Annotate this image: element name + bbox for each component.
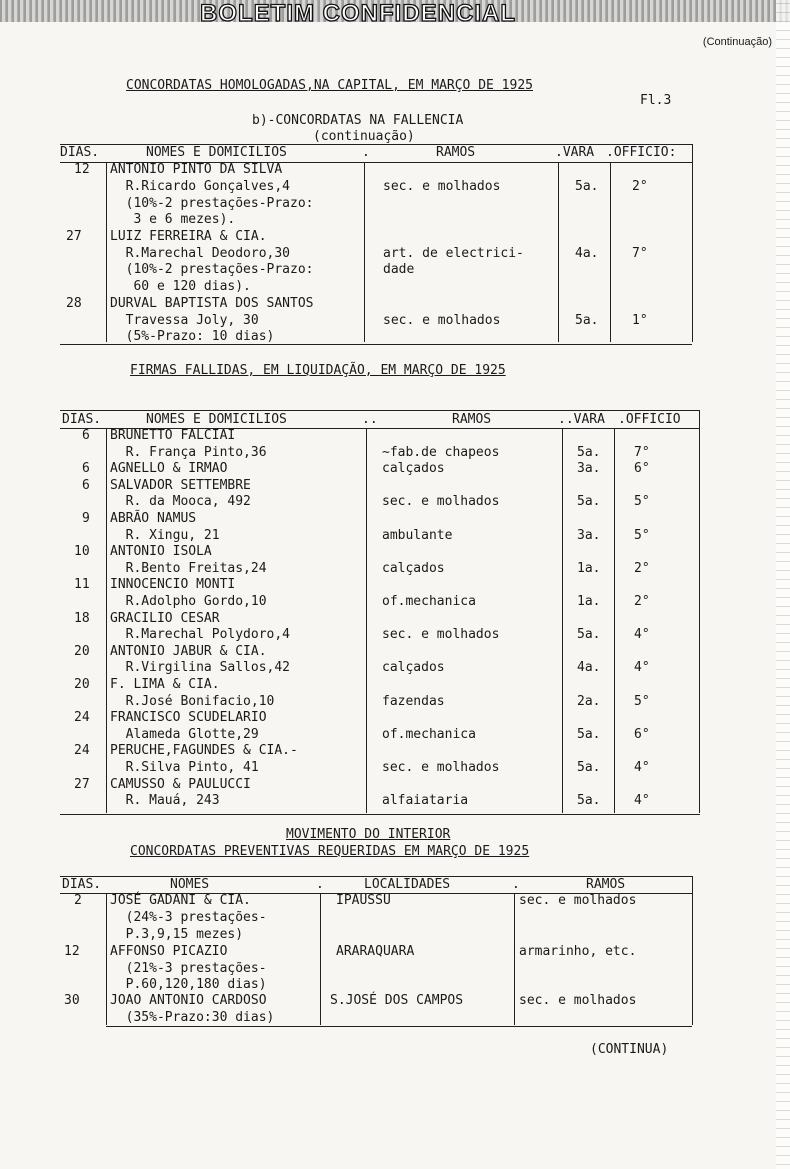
s1-row2-line3: (10%-2 prestações-Prazo: bbox=[110, 262, 314, 277]
s2-top-rule bbox=[60, 410, 700, 411]
s2-col-dias: DIAS. bbox=[62, 412, 102, 427]
s3-row2-line2: (21%-3 prestações- bbox=[110, 961, 267, 976]
s2-row5-line2: R.Bento Freitas,24 bbox=[110, 560, 267, 576]
section1-title: CONCORDATAS HOMOLOGADAS,NA CAPITAL, EM MARÇO DE 1925 bbox=[126, 78, 533, 93]
s1-row1-ramo: sec. e molhados bbox=[383, 179, 501, 194]
s1-row2-line2: R.Marechal Deodoro,30 bbox=[110, 246, 291, 261]
s1-col-sep: . bbox=[362, 145, 370, 160]
s2-row12-ramo: alfaiataria bbox=[382, 793, 469, 809]
s3-bottom-rule bbox=[106, 1026, 692, 1027]
s1-row3-vara: 5a. bbox=[575, 313, 599, 328]
s2-col-vara: ..VARA bbox=[558, 412, 605, 427]
s2-row1-dia: 6 bbox=[82, 428, 90, 443]
s2-row8-oficio: 4° bbox=[634, 660, 650, 676]
section3-title1: MOVIMENTO DO INTERIOR bbox=[286, 827, 451, 842]
s2-row3-dia: 6 bbox=[82, 477, 90, 493]
s3-col-dias: DIAS. bbox=[62, 877, 102, 892]
s2-row12-line2: R. Mauá, 243 bbox=[110, 793, 220, 809]
s2-row8-line2: R.Virgilina Sallos,42 bbox=[110, 660, 291, 676]
s1-vline-4 bbox=[610, 162, 611, 342]
s1-row1-line3: (10%-2 prestações-Prazo: bbox=[110, 196, 314, 211]
s3-row2-line1: AFFONSO PICAZIO bbox=[110, 944, 228, 959]
s2-row6-line2: R.Adolpho Gordo,10 bbox=[110, 594, 267, 609]
s2-row9-ramo: fazendas bbox=[382, 693, 445, 709]
s3-row2-ramo: armarinho, etc. bbox=[519, 944, 637, 959]
s3-vline-1 bbox=[106, 893, 107, 1025]
s1-bottom-rule bbox=[60, 344, 692, 345]
s2-row1-oficio: 7° bbox=[634, 444, 650, 460]
s3-row2-dia: 12 bbox=[64, 944, 80, 959]
s2-row2-oficio: 6° bbox=[634, 461, 650, 477]
s2-row5-ramo: calçados bbox=[382, 560, 445, 576]
s3-row1-line2: (24%-3 prestações- bbox=[110, 910, 267, 925]
continua-note: (CONTINUA) bbox=[590, 1042, 669, 1057]
section1-subtitle-cont: (continuação) bbox=[313, 129, 415, 144]
s2-row11-vara: 5a. bbox=[577, 760, 601, 775]
right-scan-edge bbox=[776, 0, 790, 1169]
s1-vline-2 bbox=[364, 162, 365, 342]
s3-row1-ramo: sec. e molhados bbox=[519, 893, 637, 908]
s1-row3-ramo: sec. e molhados bbox=[383, 313, 501, 328]
s2-row6-line1: INNOCENCIO MONTI bbox=[110, 577, 236, 593]
s3-vline-2 bbox=[320, 893, 321, 1025]
s1-col-dias: DIAS. bbox=[60, 145, 100, 160]
s1-col-vara: .VARA bbox=[555, 145, 595, 160]
s3-row1-line3: P.3,9,15 mezes) bbox=[110, 927, 244, 942]
s2-row5-oficio: 2° bbox=[634, 560, 650, 576]
s2-vline-3 bbox=[562, 428, 563, 813]
s1-row3-line2: Travessa Joly, 30 bbox=[110, 313, 259, 328]
s2-row8-dia: 20 bbox=[74, 643, 90, 659]
s1-row3-oficio: 1° bbox=[632, 313, 648, 328]
s1-row1-line1: ANTONIO PINTO DA SILVA bbox=[110, 162, 283, 177]
s2-row7-oficio: 4° bbox=[634, 627, 650, 643]
s2-row7-dia: 18 bbox=[74, 610, 90, 626]
s2-row11-ramo: sec. e molhados bbox=[382, 760, 500, 775]
s2-row7-line1: GRACILIO CESAR bbox=[110, 610, 220, 626]
document-header-title: BOLETIM CONFIDENCIAL bbox=[200, 0, 516, 27]
s1-vline-1 bbox=[106, 162, 107, 342]
s2-row3-ramo: sec. e molhados bbox=[382, 494, 500, 510]
s2-row12-vara: 5a. bbox=[577, 793, 601, 809]
s3-col-sep1: . bbox=[316, 877, 324, 892]
s2-row8-line1: ANTONIO JABUR & CIA. bbox=[110, 643, 267, 659]
s3-row3-localidade: S.JOSÉ DOS CAMPOS bbox=[330, 993, 464, 1008]
s3-vline-3 bbox=[514, 893, 515, 1025]
s2-row3-oficio: 5° bbox=[634, 494, 650, 510]
s2-row11-line2: R.Silva Pinto, 41 bbox=[110, 760, 259, 775]
s2-row1-ramo: ~fab.de chapeos bbox=[382, 444, 500, 460]
s2-row11-oficio: 4° bbox=[634, 760, 650, 775]
s3-col-nomes: NOMES bbox=[170, 877, 210, 892]
s1-row2-vara: 4a. bbox=[575, 246, 599, 261]
s2-row10-line2: Alameda Glotte,29 bbox=[110, 726, 259, 742]
s2-row1-line2: R. França Pinto,36 bbox=[110, 444, 267, 460]
s2-row4-ramo: ambulante bbox=[382, 527, 453, 543]
s2-row2-dia: 6 bbox=[82, 461, 90, 477]
s3-row2-line3: P.60,120,180 dias) bbox=[110, 977, 267, 992]
s2-row10-ramo: of.mechanica bbox=[382, 726, 476, 742]
s2-vline-1 bbox=[106, 428, 107, 813]
s1-vline-5 bbox=[692, 144, 693, 342]
s1-col-ramos: RAMOS bbox=[436, 145, 476, 160]
section1-subtitle: b)-CONCORDATAS NA FALLENCIA bbox=[252, 113, 464, 128]
s2-row7-ramo: sec. e molhados bbox=[382, 627, 500, 643]
s3-row3-line1: JOAO ANTONIO CARDOSO bbox=[110, 993, 267, 1008]
s2-row9-vara: 2a. bbox=[577, 693, 601, 709]
s3-col-ramos: RAMOS bbox=[586, 877, 626, 892]
s2-row9-dia: 20 bbox=[74, 677, 90, 692]
s2-row4-vara: 3a. bbox=[577, 527, 601, 543]
s2-row9-line1: F. LIMA & CIA. bbox=[110, 677, 220, 692]
s2-row12-oficio: 4° bbox=[634, 793, 650, 809]
s2-row8-ramo: calçados bbox=[382, 660, 445, 676]
s2-row4-dia: 9 bbox=[82, 511, 90, 526]
s2-row10-vara: 5a. bbox=[577, 726, 601, 742]
s1-row1-line2: R.Ricardo Gonçalves,4 bbox=[110, 179, 291, 194]
s2-vline-4 bbox=[614, 428, 615, 813]
s2-vline-5 bbox=[699, 410, 700, 813]
s2-row10-dia: 24 bbox=[74, 710, 90, 726]
s2-row12-line1: CAMUSSO & PAULUCCI bbox=[110, 776, 251, 792]
s1-col-nomes: NOMES E DOMICILIOS bbox=[146, 145, 287, 160]
s2-row3-line2: R. da Mooca, 492 bbox=[110, 494, 251, 510]
s2-row8-vara: 4a. bbox=[577, 660, 601, 676]
s1-row1-oficio: 2° bbox=[632, 179, 648, 194]
s1-row2-dia: 27 bbox=[66, 229, 82, 244]
s2-row5-dia: 10 bbox=[74, 544, 90, 560]
s1-row1-line4: 3 e 6 mezes). bbox=[110, 212, 236, 227]
s1-row2-ramo1: art. de electrici- bbox=[383, 246, 524, 261]
s2-row2-line1: AGNELLO & IRMAO bbox=[110, 461, 228, 477]
s1-row1-vara: 5a. bbox=[575, 179, 599, 194]
s3-row2-localidade: ARARAQUARA bbox=[336, 944, 415, 959]
page-number: Fl.3 bbox=[640, 93, 672, 108]
s2-row11-line1: PERUCHE,FAGUNDES & CIA.- bbox=[110, 743, 298, 759]
s2-row12-dia: 27 bbox=[74, 776, 90, 792]
section3-title2: CONCORDATAS PREVENTIVAS REQUERIDAS EM MARÇO DE 1925 bbox=[130, 844, 530, 859]
continuation-note: (Continuação) bbox=[702, 36, 772, 48]
s3-row1-line1: JOSÉ GADANI & CIA. bbox=[110, 893, 251, 908]
s2-row9-line2: R.José Bonifacio,10 bbox=[110, 693, 275, 709]
s1-row3-dia: 28 bbox=[66, 296, 82, 311]
s3-col-localidades: LOCALIDADES bbox=[364, 877, 451, 892]
s3-col-sep2: . bbox=[512, 877, 520, 892]
s3-row3-dia: 30 bbox=[64, 993, 80, 1008]
s1-row2-oficio: 7° bbox=[632, 246, 648, 261]
s3-row1-dia: 2 bbox=[74, 893, 82, 908]
s2-bottom-rule bbox=[60, 814, 700, 815]
section2-title: FIRMAS FALLIDAS, EM LIQUIDAÇÃO, EM MARÇO DE 1925 bbox=[130, 363, 506, 378]
s1-row1-dia: 12 bbox=[74, 162, 90, 177]
s1-row3-line3: (5%-Prazo: 10 dias) bbox=[110, 329, 275, 344]
s2-row4-line2: R. Xingu, 21 bbox=[110, 527, 220, 543]
s2-row6-ramo: of.mechanica bbox=[382, 594, 476, 609]
s2-row7-vara: 5a. bbox=[577, 627, 601, 643]
s2-row6-dia: 11 bbox=[74, 577, 90, 593]
s2-row7-line2: R.Marechal Polydoro,4 bbox=[110, 627, 291, 643]
s2-row2-vara: 3a. bbox=[577, 461, 601, 477]
s2-row9-oficio: 5° bbox=[634, 693, 650, 709]
s2-row5-vara: 1a. bbox=[577, 560, 601, 576]
s2-row11-dia: 24 bbox=[74, 743, 90, 759]
s3-row1-localidade: IPAUSSU bbox=[336, 893, 391, 908]
s2-row3-line1: SALVADOR SETTEMBRE bbox=[110, 477, 251, 493]
s2-row10-oficio: 6° bbox=[634, 726, 650, 742]
s2-row6-oficio: 2° bbox=[634, 594, 650, 609]
s2-row4-line1: ABRÃO NAMUS bbox=[110, 511, 197, 526]
s2-row2-ramo: calçados bbox=[382, 461, 445, 477]
s1-row3-line1: DURVAL BAPTISTA DOS SANTOS bbox=[110, 296, 314, 311]
s1-vline-3 bbox=[558, 162, 559, 342]
s2-row6-vara: 1a. bbox=[577, 594, 601, 609]
s2-row10-line1: FRANCISCO SCUDELARIO bbox=[110, 710, 267, 726]
s2-row4-oficio: 5° bbox=[634, 527, 650, 543]
s2-col-nomes: NOMES E DOMICILIOS bbox=[146, 412, 287, 427]
s1-col-oficio: .OFFICIO: bbox=[606, 145, 677, 160]
s3-vline-4 bbox=[692, 876, 693, 1025]
s2-col-sep: .. bbox=[362, 412, 378, 427]
s2-row1-vara: 5a. bbox=[577, 444, 601, 460]
s2-col-oficio: .OFFICIO bbox=[618, 412, 681, 427]
s1-row2-line1: LUIZ FERREIRA & CIA. bbox=[110, 229, 267, 244]
s1-row2-ramo2: dade bbox=[383, 262, 415, 277]
s2-vline-2 bbox=[366, 428, 367, 813]
s2-row3-vara: 5a. bbox=[577, 494, 601, 510]
s3-row3-line2: (35%-Prazo:30 dias) bbox=[110, 1010, 275, 1025]
s2-row1-line1: BRUNETTO FALCIAI bbox=[110, 428, 236, 443]
s2-row5-line1: ANTONIO ISOLA bbox=[110, 544, 212, 560]
s1-row2-line4: 60 e 120 dias). bbox=[110, 279, 251, 294]
s3-row3-ramo: sec. e molhados bbox=[519, 993, 637, 1008]
s2-col-ramos: RAMOS bbox=[452, 412, 492, 427]
